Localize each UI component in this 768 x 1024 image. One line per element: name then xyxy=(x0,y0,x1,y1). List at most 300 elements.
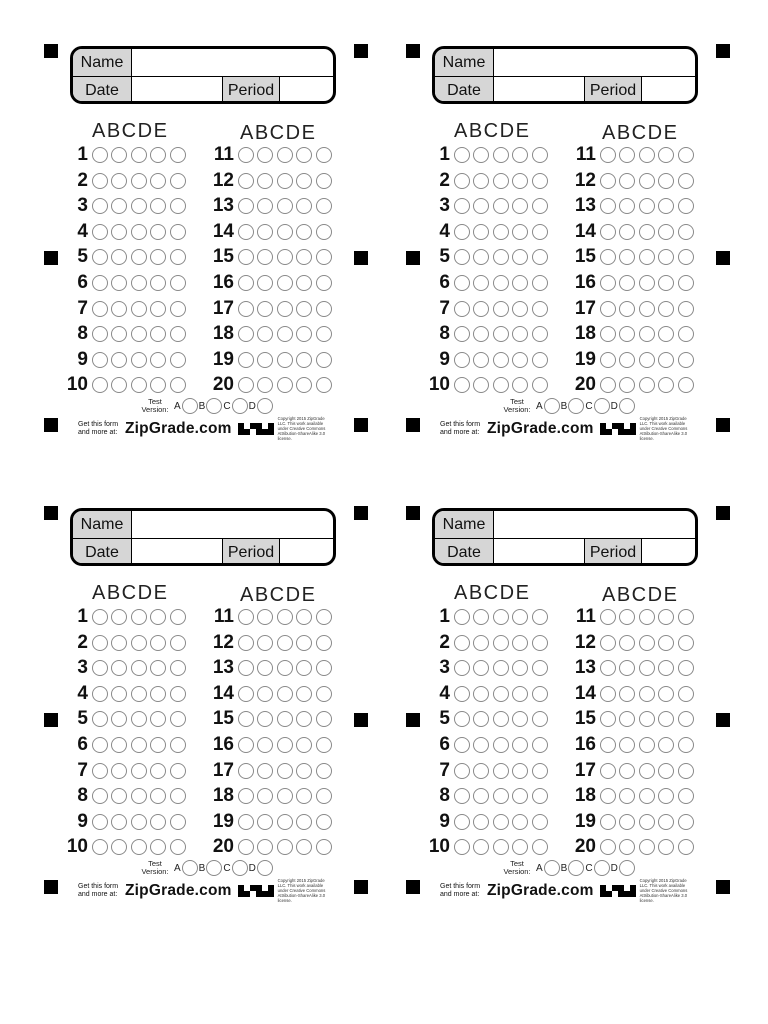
answer-bubble-d[interactable] xyxy=(512,635,528,651)
answer-bubble-c[interactable] xyxy=(639,352,655,368)
answer-bubble-b[interactable] xyxy=(257,609,273,625)
answer-bubble-d[interactable] xyxy=(658,249,674,265)
answer-bubble-d[interactable] xyxy=(150,377,166,393)
answer-bubble-b[interactable] xyxy=(619,711,635,727)
answer-bubble-c[interactable] xyxy=(639,198,655,214)
answer-bubble-a[interactable] xyxy=(600,326,616,342)
answer-bubble-d[interactable] xyxy=(512,377,528,393)
answer-bubble-e[interactable] xyxy=(316,609,332,625)
answer-bubble-a[interactable] xyxy=(600,173,616,189)
answer-bubble-e[interactable] xyxy=(316,224,332,240)
answer-bubble-c[interactable] xyxy=(639,173,655,189)
answer-bubble-d[interactable] xyxy=(296,326,312,342)
answer-bubble-a[interactable] xyxy=(238,326,254,342)
answer-bubble-c[interactable] xyxy=(277,788,293,804)
answer-bubble-c[interactable] xyxy=(493,814,509,830)
answer-bubble-b[interactable] xyxy=(619,249,635,265)
answer-bubble-a[interactable] xyxy=(454,326,470,342)
answer-bubble-c[interactable] xyxy=(493,249,509,265)
answer-bubble-d[interactable] xyxy=(296,377,312,393)
answer-bubble-d[interactable] xyxy=(150,839,166,855)
answer-bubble-a[interactable] xyxy=(92,198,108,214)
answer-bubble-d[interactable] xyxy=(512,198,528,214)
answer-bubble-b[interactable] xyxy=(257,249,273,265)
answer-bubble-a[interactable] xyxy=(92,173,108,189)
answer-bubble-b[interactable] xyxy=(111,224,127,240)
answer-bubble-b[interactable] xyxy=(619,763,635,779)
answer-bubble-a[interactable] xyxy=(92,275,108,291)
answer-bubble-d[interactable] xyxy=(512,224,528,240)
answer-bubble-c[interactable] xyxy=(277,249,293,265)
answer-bubble-b[interactable] xyxy=(473,198,489,214)
answer-bubble-d[interactable] xyxy=(296,814,312,830)
answer-bubble-a[interactable] xyxy=(454,660,470,676)
answer-bubble-a[interactable] xyxy=(92,788,108,804)
answer-bubble-e[interactable] xyxy=(678,275,694,291)
answer-bubble-d[interactable] xyxy=(658,173,674,189)
answer-bubble-e[interactable] xyxy=(170,377,186,393)
answer-bubble-b[interactable] xyxy=(257,788,273,804)
answer-bubble-a[interactable] xyxy=(600,275,616,291)
answer-bubble-c[interactable] xyxy=(639,635,655,651)
answer-bubble-c[interactable] xyxy=(131,737,147,753)
answer-bubble-d[interactable] xyxy=(296,839,312,855)
answer-bubble-e[interactable] xyxy=(532,686,548,702)
answer-bubble-d[interactable] xyxy=(658,198,674,214)
answer-bubble-b[interactable] xyxy=(111,635,127,651)
answer-bubble-b[interactable] xyxy=(257,737,273,753)
answer-bubble-e[interactable] xyxy=(316,147,332,163)
answer-bubble-b[interactable] xyxy=(257,147,273,163)
answer-bubble-d[interactable] xyxy=(658,275,674,291)
version-bubble[interactable] xyxy=(568,398,584,414)
answer-bubble-a[interactable] xyxy=(92,814,108,830)
name-field[interactable] xyxy=(493,511,695,538)
answer-bubble-b[interactable] xyxy=(619,814,635,830)
answer-bubble-c[interactable] xyxy=(131,711,147,727)
answer-bubble-e[interactable] xyxy=(678,301,694,317)
answer-bubble-d[interactable] xyxy=(512,788,528,804)
answer-bubble-e[interactable] xyxy=(170,737,186,753)
answer-bubble-e[interactable] xyxy=(532,377,548,393)
version-bubble[interactable] xyxy=(182,398,198,414)
answer-bubble-d[interactable] xyxy=(296,635,312,651)
answer-bubble-b[interactable] xyxy=(111,660,127,676)
version-bubble[interactable] xyxy=(594,398,610,414)
name-field[interactable] xyxy=(493,49,695,76)
answer-bubble-e[interactable] xyxy=(678,711,694,727)
answer-bubble-b[interactable] xyxy=(473,352,489,368)
version-bubble[interactable] xyxy=(619,860,635,876)
answer-bubble-d[interactable] xyxy=(512,147,528,163)
answer-bubble-b[interactable] xyxy=(111,377,127,393)
answer-bubble-b[interactable] xyxy=(111,686,127,702)
answer-bubble-b[interactable] xyxy=(619,275,635,291)
answer-bubble-c[interactable] xyxy=(639,686,655,702)
answer-bubble-c[interactable] xyxy=(277,814,293,830)
answer-bubble-d[interactable] xyxy=(150,788,166,804)
answer-bubble-a[interactable] xyxy=(454,377,470,393)
period-field[interactable] xyxy=(278,77,333,104)
answer-bubble-c[interactable] xyxy=(131,686,147,702)
answer-bubble-c[interactable] xyxy=(493,326,509,342)
answer-bubble-e[interactable] xyxy=(316,814,332,830)
answer-bubble-a[interactable] xyxy=(600,763,616,779)
answer-bubble-a[interactable] xyxy=(238,635,254,651)
answer-bubble-a[interactable] xyxy=(600,788,616,804)
answer-bubble-c[interactable] xyxy=(493,147,509,163)
answer-bubble-b[interactable] xyxy=(473,249,489,265)
answer-bubble-e[interactable] xyxy=(316,737,332,753)
answer-bubble-a[interactable] xyxy=(92,609,108,625)
answer-bubble-d[interactable] xyxy=(658,147,674,163)
answer-bubble-c[interactable] xyxy=(639,788,655,804)
answer-bubble-e[interactable] xyxy=(170,660,186,676)
answer-bubble-b[interactable] xyxy=(257,301,273,317)
answer-bubble-b[interactable] xyxy=(619,224,635,240)
answer-bubble-c[interactable] xyxy=(277,609,293,625)
answer-bubble-b[interactable] xyxy=(473,609,489,625)
answer-bubble-e[interactable] xyxy=(170,198,186,214)
answer-bubble-a[interactable] xyxy=(454,635,470,651)
answer-bubble-c[interactable] xyxy=(131,147,147,163)
answer-bubble-d[interactable] xyxy=(296,711,312,727)
answer-bubble-d[interactable] xyxy=(296,198,312,214)
answer-bubble-e[interactable] xyxy=(170,326,186,342)
answer-bubble-c[interactable] xyxy=(639,839,655,855)
answer-bubble-e[interactable] xyxy=(532,660,548,676)
answer-bubble-a[interactable] xyxy=(238,198,254,214)
answer-bubble-c[interactable] xyxy=(493,711,509,727)
answer-bubble-c[interactable] xyxy=(277,660,293,676)
answer-bubble-b[interactable] xyxy=(473,763,489,779)
answer-bubble-e[interactable] xyxy=(170,839,186,855)
answer-bubble-b[interactable] xyxy=(619,839,635,855)
version-bubble[interactable] xyxy=(544,860,560,876)
answer-bubble-a[interactable] xyxy=(600,609,616,625)
answer-bubble-a[interactable] xyxy=(454,609,470,625)
period-field[interactable] xyxy=(640,77,695,104)
answer-bubble-e[interactable] xyxy=(532,198,548,214)
answer-bubble-a[interactable] xyxy=(454,763,470,779)
answer-bubble-d[interactable] xyxy=(296,788,312,804)
answer-bubble-d[interactable] xyxy=(296,224,312,240)
answer-bubble-c[interactable] xyxy=(277,686,293,702)
version-bubble[interactable] xyxy=(206,398,222,414)
answer-bubble-a[interactable] xyxy=(92,635,108,651)
answer-bubble-b[interactable] xyxy=(619,147,635,163)
answer-bubble-c[interactable] xyxy=(277,173,293,189)
period-field[interactable] xyxy=(640,539,695,566)
answer-bubble-e[interactable] xyxy=(170,609,186,625)
answer-bubble-e[interactable] xyxy=(532,763,548,779)
answer-bubble-c[interactable] xyxy=(639,711,655,727)
answer-bubble-a[interactable] xyxy=(238,788,254,804)
answer-bubble-d[interactable] xyxy=(658,839,674,855)
answer-bubble-c[interactable] xyxy=(493,224,509,240)
answer-bubble-c[interactable] xyxy=(131,660,147,676)
answer-bubble-d[interactable] xyxy=(658,224,674,240)
answer-bubble-c[interactable] xyxy=(493,737,509,753)
answer-bubble-e[interactable] xyxy=(170,814,186,830)
answer-bubble-b[interactable] xyxy=(473,711,489,727)
answer-bubble-a[interactable] xyxy=(238,763,254,779)
answer-bubble-a[interactable] xyxy=(600,198,616,214)
answer-bubble-b[interactable] xyxy=(473,686,489,702)
answer-bubble-a[interactable] xyxy=(238,173,254,189)
answer-bubble-d[interactable] xyxy=(512,173,528,189)
answer-bubble-d[interactable] xyxy=(512,711,528,727)
answer-bubble-a[interactable] xyxy=(92,326,108,342)
answer-bubble-c[interactable] xyxy=(493,660,509,676)
answer-bubble-a[interactable] xyxy=(92,737,108,753)
answer-bubble-b[interactable] xyxy=(619,635,635,651)
answer-bubble-d[interactable] xyxy=(150,275,166,291)
answer-bubble-d[interactable] xyxy=(512,352,528,368)
answer-bubble-c[interactable] xyxy=(277,377,293,393)
answer-bubble-e[interactable] xyxy=(532,711,548,727)
answer-bubble-e[interactable] xyxy=(316,249,332,265)
answer-bubble-e[interactable] xyxy=(678,377,694,393)
answer-bubble-a[interactable] xyxy=(600,301,616,317)
answer-bubble-a[interactable] xyxy=(238,814,254,830)
answer-bubble-b[interactable] xyxy=(619,301,635,317)
answer-bubble-c[interactable] xyxy=(493,301,509,317)
answer-bubble-d[interactable] xyxy=(296,660,312,676)
answer-bubble-e[interactable] xyxy=(170,249,186,265)
answer-bubble-d[interactable] xyxy=(658,686,674,702)
answer-bubble-a[interactable] xyxy=(238,377,254,393)
answer-bubble-b[interactable] xyxy=(111,814,127,830)
answer-bubble-d[interactable] xyxy=(658,711,674,727)
answer-bubble-e[interactable] xyxy=(532,173,548,189)
date-field[interactable] xyxy=(131,539,222,566)
answer-bubble-e[interactable] xyxy=(170,224,186,240)
answer-bubble-b[interactable] xyxy=(257,711,273,727)
answer-bubble-e[interactable] xyxy=(316,763,332,779)
answer-bubble-b[interactable] xyxy=(257,660,273,676)
answer-bubble-b[interactable] xyxy=(257,839,273,855)
answer-bubble-e[interactable] xyxy=(316,839,332,855)
answer-bubble-a[interactable] xyxy=(454,352,470,368)
answer-bubble-a[interactable] xyxy=(92,147,108,163)
answer-bubble-e[interactable] xyxy=(532,224,548,240)
answer-bubble-e[interactable] xyxy=(532,301,548,317)
answer-bubble-e[interactable] xyxy=(678,660,694,676)
answer-bubble-a[interactable] xyxy=(238,609,254,625)
answer-bubble-d[interactable] xyxy=(512,763,528,779)
version-bubble[interactable] xyxy=(182,860,198,876)
answer-bubble-e[interactable] xyxy=(316,635,332,651)
answer-bubble-c[interactable] xyxy=(277,711,293,727)
brand-link[interactable]: ZipGrade.com xyxy=(487,881,594,899)
answer-bubble-a[interactable] xyxy=(600,635,616,651)
answer-bubble-b[interactable] xyxy=(257,173,273,189)
answer-bubble-d[interactable] xyxy=(512,326,528,342)
answer-bubble-b[interactable] xyxy=(257,814,273,830)
answer-bubble-d[interactable] xyxy=(296,763,312,779)
answer-bubble-c[interactable] xyxy=(277,198,293,214)
answer-bubble-c[interactable] xyxy=(131,609,147,625)
answer-bubble-a[interactable] xyxy=(238,839,254,855)
answer-bubble-b[interactable] xyxy=(619,352,635,368)
answer-bubble-b[interactable] xyxy=(111,198,127,214)
answer-bubble-d[interactable] xyxy=(658,609,674,625)
answer-bubble-c[interactable] xyxy=(131,814,147,830)
answer-bubble-e[interactable] xyxy=(678,788,694,804)
answer-bubble-c[interactable] xyxy=(639,609,655,625)
answer-bubble-d[interactable] xyxy=(150,352,166,368)
answer-bubble-a[interactable] xyxy=(454,711,470,727)
answer-bubble-e[interactable] xyxy=(316,686,332,702)
answer-bubble-a[interactable] xyxy=(600,224,616,240)
answer-bubble-a[interactable] xyxy=(454,788,470,804)
answer-bubble-c[interactable] xyxy=(639,275,655,291)
version-bubble[interactable] xyxy=(544,398,560,414)
answer-bubble-c[interactable] xyxy=(131,352,147,368)
answer-bubble-b[interactable] xyxy=(473,635,489,651)
answer-bubble-b[interactable] xyxy=(257,275,273,291)
brand-link[interactable]: ZipGrade.com xyxy=(487,419,594,437)
date-field[interactable] xyxy=(493,77,584,104)
answer-bubble-e[interactable] xyxy=(678,352,694,368)
answer-bubble-d[interactable] xyxy=(150,660,166,676)
answer-bubble-e[interactable] xyxy=(678,198,694,214)
answer-bubble-e[interactable] xyxy=(678,249,694,265)
answer-bubble-c[interactable] xyxy=(639,660,655,676)
answer-bubble-e[interactable] xyxy=(170,301,186,317)
answer-bubble-b[interactable] xyxy=(619,198,635,214)
answer-bubble-e[interactable] xyxy=(678,609,694,625)
answer-bubble-b[interactable] xyxy=(473,224,489,240)
answer-bubble-c[interactable] xyxy=(277,224,293,240)
answer-bubble-c[interactable] xyxy=(493,635,509,651)
answer-bubble-d[interactable] xyxy=(658,737,674,753)
answer-bubble-a[interactable] xyxy=(92,660,108,676)
version-bubble[interactable] xyxy=(232,398,248,414)
answer-bubble-e[interactable] xyxy=(678,635,694,651)
answer-bubble-a[interactable] xyxy=(92,377,108,393)
answer-bubble-c[interactable] xyxy=(131,249,147,265)
answer-bubble-e[interactable] xyxy=(678,326,694,342)
answer-bubble-a[interactable] xyxy=(454,198,470,214)
answer-bubble-e[interactable] xyxy=(532,839,548,855)
answer-bubble-d[interactable] xyxy=(296,301,312,317)
answer-bubble-c[interactable] xyxy=(639,814,655,830)
answer-bubble-b[interactable] xyxy=(111,249,127,265)
answer-bubble-a[interactable] xyxy=(92,711,108,727)
answer-bubble-b[interactable] xyxy=(111,839,127,855)
answer-bubble-a[interactable] xyxy=(238,249,254,265)
answer-bubble-c[interactable] xyxy=(277,763,293,779)
answer-bubble-b[interactable] xyxy=(257,763,273,779)
answer-bubble-c[interactable] xyxy=(493,839,509,855)
answer-bubble-a[interactable] xyxy=(600,249,616,265)
answer-bubble-e[interactable] xyxy=(170,147,186,163)
answer-bubble-b[interactable] xyxy=(619,660,635,676)
answer-bubble-d[interactable] xyxy=(150,737,166,753)
answer-bubble-a[interactable] xyxy=(92,301,108,317)
answer-bubble-b[interactable] xyxy=(473,814,489,830)
answer-bubble-e[interactable] xyxy=(316,660,332,676)
answer-bubble-c[interactable] xyxy=(131,326,147,342)
answer-bubble-a[interactable] xyxy=(454,686,470,702)
answer-bubble-d[interactable] xyxy=(296,737,312,753)
answer-bubble-b[interactable] xyxy=(473,173,489,189)
answer-bubble-a[interactable] xyxy=(600,352,616,368)
answer-bubble-a[interactable] xyxy=(454,275,470,291)
answer-bubble-e[interactable] xyxy=(532,352,548,368)
answer-bubble-a[interactable] xyxy=(600,711,616,727)
answer-bubble-c[interactable] xyxy=(131,635,147,651)
answer-bubble-e[interactable] xyxy=(532,147,548,163)
answer-bubble-a[interactable] xyxy=(600,737,616,753)
answer-bubble-b[interactable] xyxy=(619,377,635,393)
answer-bubble-c[interactable] xyxy=(639,249,655,265)
answer-bubble-b[interactable] xyxy=(111,301,127,317)
answer-bubble-c[interactable] xyxy=(493,377,509,393)
answer-bubble-e[interactable] xyxy=(532,737,548,753)
answer-bubble-c[interactable] xyxy=(493,763,509,779)
answer-bubble-a[interactable] xyxy=(600,814,616,830)
answer-bubble-a[interactable] xyxy=(454,249,470,265)
answer-bubble-b[interactable] xyxy=(111,737,127,753)
answer-bubble-b[interactable] xyxy=(257,686,273,702)
answer-bubble-c[interactable] xyxy=(639,147,655,163)
answer-bubble-c[interactable] xyxy=(131,763,147,779)
answer-bubble-e[interactable] xyxy=(532,249,548,265)
answer-bubble-a[interactable] xyxy=(238,686,254,702)
answer-bubble-a[interactable] xyxy=(238,275,254,291)
answer-bubble-b[interactable] xyxy=(473,660,489,676)
answer-bubble-e[interactable] xyxy=(316,173,332,189)
answer-bubble-e[interactable] xyxy=(532,635,548,651)
answer-bubble-d[interactable] xyxy=(296,275,312,291)
answer-bubble-c[interactable] xyxy=(277,352,293,368)
answer-bubble-b[interactable] xyxy=(111,788,127,804)
answer-bubble-d[interactable] xyxy=(658,352,674,368)
answer-bubble-d[interactable] xyxy=(658,326,674,342)
answer-bubble-e[interactable] xyxy=(316,326,332,342)
answer-bubble-a[interactable] xyxy=(92,224,108,240)
period-field[interactable] xyxy=(278,539,333,566)
version-bubble[interactable] xyxy=(619,398,635,414)
answer-bubble-e[interactable] xyxy=(170,788,186,804)
answer-bubble-b[interactable] xyxy=(473,147,489,163)
answer-bubble-c[interactable] xyxy=(639,737,655,753)
answer-bubble-e[interactable] xyxy=(316,198,332,214)
answer-bubble-d[interactable] xyxy=(150,224,166,240)
answer-bubble-c[interactable] xyxy=(131,198,147,214)
version-bubble[interactable] xyxy=(257,398,273,414)
answer-bubble-a[interactable] xyxy=(454,173,470,189)
answer-bubble-d[interactable] xyxy=(658,788,674,804)
answer-bubble-c[interactable] xyxy=(277,301,293,317)
answer-bubble-e[interactable] xyxy=(316,377,332,393)
answer-bubble-b[interactable] xyxy=(619,609,635,625)
answer-bubble-c[interactable] xyxy=(493,788,509,804)
answer-bubble-b[interactable] xyxy=(111,326,127,342)
answer-bubble-b[interactable] xyxy=(473,839,489,855)
answer-bubble-a[interactable] xyxy=(238,660,254,676)
answer-bubble-b[interactable] xyxy=(619,788,635,804)
answer-bubble-b[interactable] xyxy=(619,686,635,702)
answer-bubble-d[interactable] xyxy=(658,635,674,651)
answer-bubble-d[interactable] xyxy=(296,352,312,368)
name-field[interactable] xyxy=(131,511,333,538)
answer-bubble-e[interactable] xyxy=(170,275,186,291)
answer-bubble-a[interactable] xyxy=(600,839,616,855)
